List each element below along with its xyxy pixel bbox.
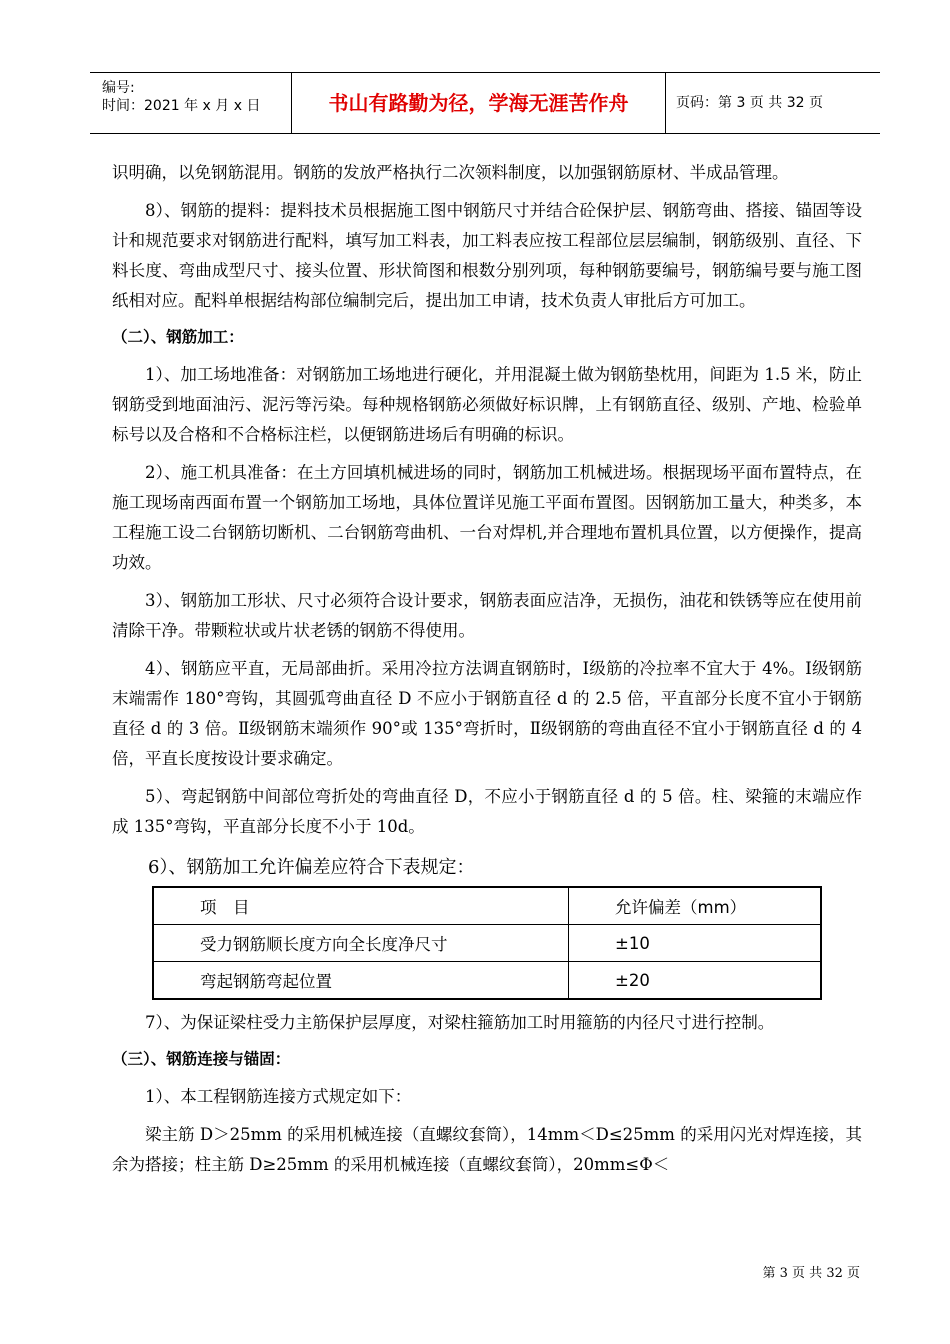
table-cell: 受力钢筋顺长度方向全长度净尺寸 bbox=[153, 925, 569, 962]
paragraph: 梁主筋 D＞25mm 的采用机械连接（直螺纹套筒），14mm＜D≤25mm 的采用闪光对焊连接，其余为搭接；柱主筋 D≥25mm 的采用机械连接（直螺纹套筒），20mm≤Φ＜ bbox=[112, 1125, 862, 1174]
table-row bbox=[153, 925, 821, 962]
table-cell: ±10 bbox=[569, 925, 822, 962]
section-heading: （二）、钢筋加工： bbox=[112, 328, 244, 346]
paragraph: 7）、为保证梁柱受力主筋保护层厚度，对梁柱箍筋加工时用箍筋的内径尺寸进行控制。 bbox=[145, 1013, 775, 1032]
document-body bbox=[112, 158, 862, 1180]
header-left-cell bbox=[90, 73, 292, 133]
paragraph: 5）、弯起钢筋中间部位弯折处的弯曲直径 D，不应小于钢筋直径 d 的 5 倍。柱、梁箍的末端应作成 135°弯钩，平直部分长度不小于 10d。 bbox=[112, 787, 862, 836]
header-number-label: 编号: bbox=[102, 80, 135, 96]
table-cell: 弯起钢筋弯起位置 bbox=[153, 962, 569, 1000]
section-heading: （三）、钢筋连接与锚固： bbox=[112, 1050, 291, 1068]
table-title: 6）、钢筋加工允许偏差应符合下表规定： bbox=[148, 857, 475, 878]
paragraph: 识明确，以免钢筋混用。钢筋的发放严格执行二次领料制度，以加强钢筋原材、半成品管理。 bbox=[112, 163, 789, 182]
table-row bbox=[153, 962, 821, 1000]
header-slogan: 书山有路勤为径，学海无涯苦作舟 bbox=[292, 73, 666, 133]
table-header-cell: 项 目 bbox=[153, 887, 569, 925]
page-footer: 第 3 页 共 32 页 bbox=[762, 1266, 860, 1281]
page-header bbox=[90, 72, 880, 134]
header-time-label: 时间：2021 年 x 月 x 日 bbox=[102, 98, 261, 114]
paragraph: 3）、钢筋加工形状、尺寸必须符合设计要求，钢筋表面应洁净，无损伤，油花和铁锈等应在使用前清除干净。带颗粒状或片状老锈的钢筋不得使用。 bbox=[112, 591, 862, 640]
paragraph: 2）、施工机具准备：在土方回填机械进场的同时，钢筋加工机械进场。根据现场平面布置特点，在施工现场南西面布置一个钢筋加工场地，具体位置详见施工平面布置图。因钢筋加工量大，种类多，本工程施工设二台钢筋切断机、二台钢筋弯曲机、一台对焊机,并合理地布置机具位置，以方便操作，提高功效。 bbox=[112, 463, 862, 572]
header-page-label: 页码：第 3 页 共 32 页 bbox=[676, 95, 823, 111]
table-cell: ±20 bbox=[569, 962, 822, 1000]
paragraph: 8）、钢筋的提料：提料技术员根据施工图中钢筋尺寸并结合砼保护层、钢筋弯曲、搭接、锚固等设计和规范要求对钢筋进行配料，填写加工料表，加工料表应按工程部位层层编制，钢筋级别、直径、下料长度、弯曲成型尺寸、接头位置、形状简图和根数分别列项，每种钢筋要编号，钢筋编号要与施工图纸相对应。配料单根据结构部位编制完后，提出加工申请，技术负责人审批后方可加工。 bbox=[112, 201, 862, 310]
table-header-row bbox=[153, 887, 821, 925]
tolerance-table bbox=[152, 886, 822, 1000]
paragraph: 1）、本工程钢筋连接方式规定如下： bbox=[145, 1087, 412, 1106]
table-header-cell: 允许偏差（mm） bbox=[569, 887, 822, 925]
paragraph: 4）、钢筋应平直，无局部曲折。采用冷拉方法调直钢筋时，Ⅰ级筋的冷拉率不宜大于 4%。Ⅰ级钢筋末端需作 180°弯钩，其圆弧弯曲直径 D 不应小于钢筋直径 d 的 2.5 倍，平直部分长度不宜小于钢筋直径 d 的 3 倍。Ⅱ级钢筋末端须作 90°或 135°弯折时，Ⅱ级钢筋的弯曲直径不宜小于钢筋直径 d 的 4 倍，平直长度按设计要求确定。 bbox=[112, 659, 862, 768]
paragraph: 1）、加工场地准备：对钢筋加工场地进行硬化，并用混凝土做为钢筋垫枕用，间距为 1.5 米，防止钢筋受到地面油污、泥污等污染。每种规格钢筋必须做好标识牌，上有钢筋直径、级别、产地、检验单标号以及合格和不合格标注栏，以便钢筋进场后有明确的标识。 bbox=[112, 365, 862, 444]
